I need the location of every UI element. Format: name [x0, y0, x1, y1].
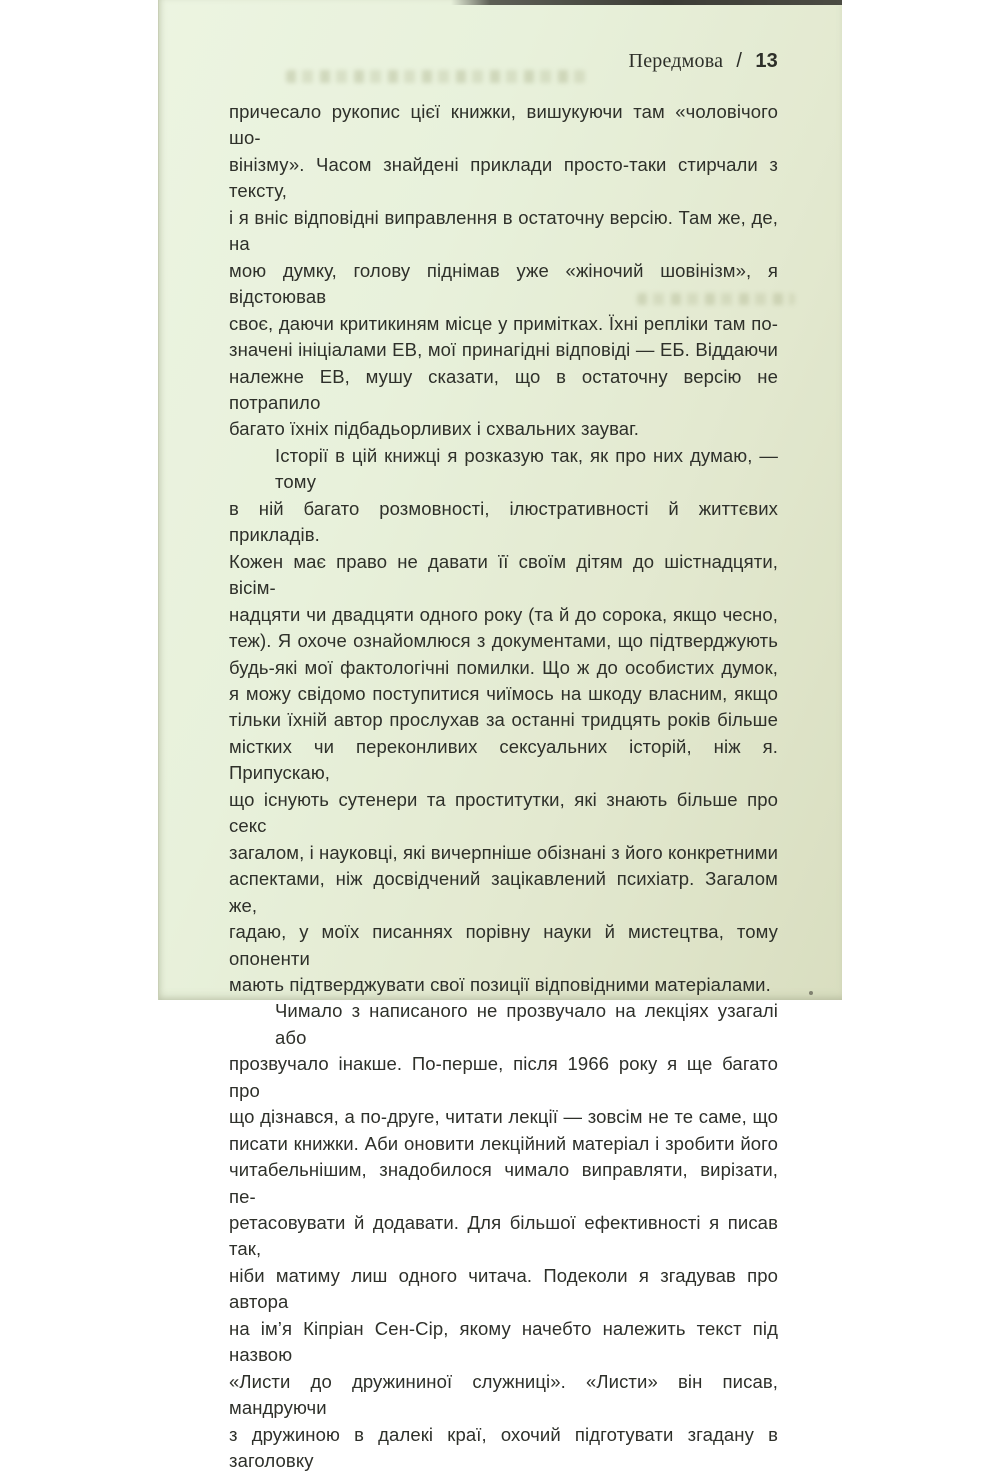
text-line: багато їхніх підбадьорливих і схвальних зауваг.	[229, 418, 640, 440]
page-top-edge-shadow	[451, 0, 842, 5]
text-line: належне ЕВ, мушу сказати, що в остаточну версію не потрапило	[229, 365, 778, 413]
text-line: вінізму». Часом знайдені приклади просто-таки стирчали з тексту,	[229, 153, 778, 202]
text-line: тільки їхній автор прослухав за останні тридцять років більше	[229, 709, 778, 731]
text-line: Чимало з написаного не прозвучало на лекціях узагалі або	[275, 1000, 778, 1048]
text-line: аспектами, ніж досвідчений зацікавлений психіатр. Загалом же,	[229, 868, 778, 916]
text-line: мою думку, голову піднімав уже «жіночий шовінізм», я відстоював	[229, 259, 778, 308]
text-line: гадаю, у моїх писаннях порівну науки й мистецтва, тому опоненти	[229, 921, 778, 969]
text-line: значені ініціалами ЕВ, мої принагідні відповіді — ЕБ. Віддаючи	[229, 339, 778, 361]
body-text	[229, 99, 778, 1475]
text-line: будь-які мої фактологічні помилки. Що ж до особистих думок,	[229, 656, 778, 678]
header-separator: /	[736, 50, 743, 72]
text-line: «Листи до дружининої служниці». «Листи» він писав, мандруючи	[229, 1370, 778, 1419]
text-line: читабельнішим, знадобилося чимало виправляти, вирізати, пе-	[229, 1159, 778, 1207]
text-line: причесало рукопис цієї книжки, вишукуючи там «чоловічого шо-	[229, 101, 778, 149]
text-line: своє, даючи критикиням місце у примітках. Їхні репліки там по-	[229, 312, 778, 334]
text-line: що існують сутенери та проститутки, які знають більше про секс	[229, 788, 778, 837]
text-line: ретасовувати й додавати. Для більшої ефективності я писав так,	[229, 1212, 778, 1260]
page-number: 13	[755, 50, 778, 72]
text-line: Історії в цій книжці я розказую так, як про них думаю, — тому	[275, 444, 778, 493]
running-header	[629, 50, 778, 73]
book-page	[158, 0, 842, 1472]
text-line: прозвучало інакше. По-перше, після 1966 року я ще багато про	[229, 1053, 778, 1101]
text-line: Кожен має право не давати її своїм дітям до шістнадцяти, вісім-	[229, 550, 778, 599]
text-line: мають підтверджувати свої позиції відповідними матеріалами.	[229, 973, 771, 995]
paragraph	[229, 998, 778, 1474]
text-line: надцяти чи двадцяти одного року (та й до сорока, якщо чесно,	[229, 603, 778, 625]
text-line: писати книжки. Аби оновити лекційний матеріал і зробити його	[229, 1132, 778, 1154]
section-title: Передмова	[628, 50, 724, 72]
dust-speck	[809, 991, 813, 995]
text-line: ніби матиму лиш одного читача. Подеколи я згадував про автора	[229, 1264, 778, 1313]
text-line: загалом, і науковці, які вичерпніше обізнані з його конкретними	[229, 841, 778, 863]
text-line: містких чи переконливих сексуальних історій, ніж я. Припускаю,	[229, 735, 778, 784]
showthrough-smudge	[286, 70, 586, 83]
text-line: я можу свідомо поступитися чиїмось на шкоду власним, якщо	[229, 682, 778, 704]
text-line: на ім’я Кіпріан Сен-Сір, якому начебто належить текст під назвою	[229, 1317, 778, 1366]
paragraph	[229, 99, 778, 443]
text-line: що дізнався, а по-друге, читати лекції — зовсім не те саме, що	[229, 1106, 778, 1128]
text-line: теж). Я охоче ознайомлюся з документами, що підтверджують	[229, 630, 778, 652]
text-line: і я вніс відповідні виправлення в остаточну версію. Там же, де, на	[229, 206, 778, 255]
paragraph	[229, 443, 778, 999]
text-line: з дружиною в далекі краї, охочий підготувати згадану в заголовку	[229, 1423, 778, 1472]
text-line: в ній багато розмовності, ілюстративності й життєвих прикладів.	[229, 497, 778, 546]
